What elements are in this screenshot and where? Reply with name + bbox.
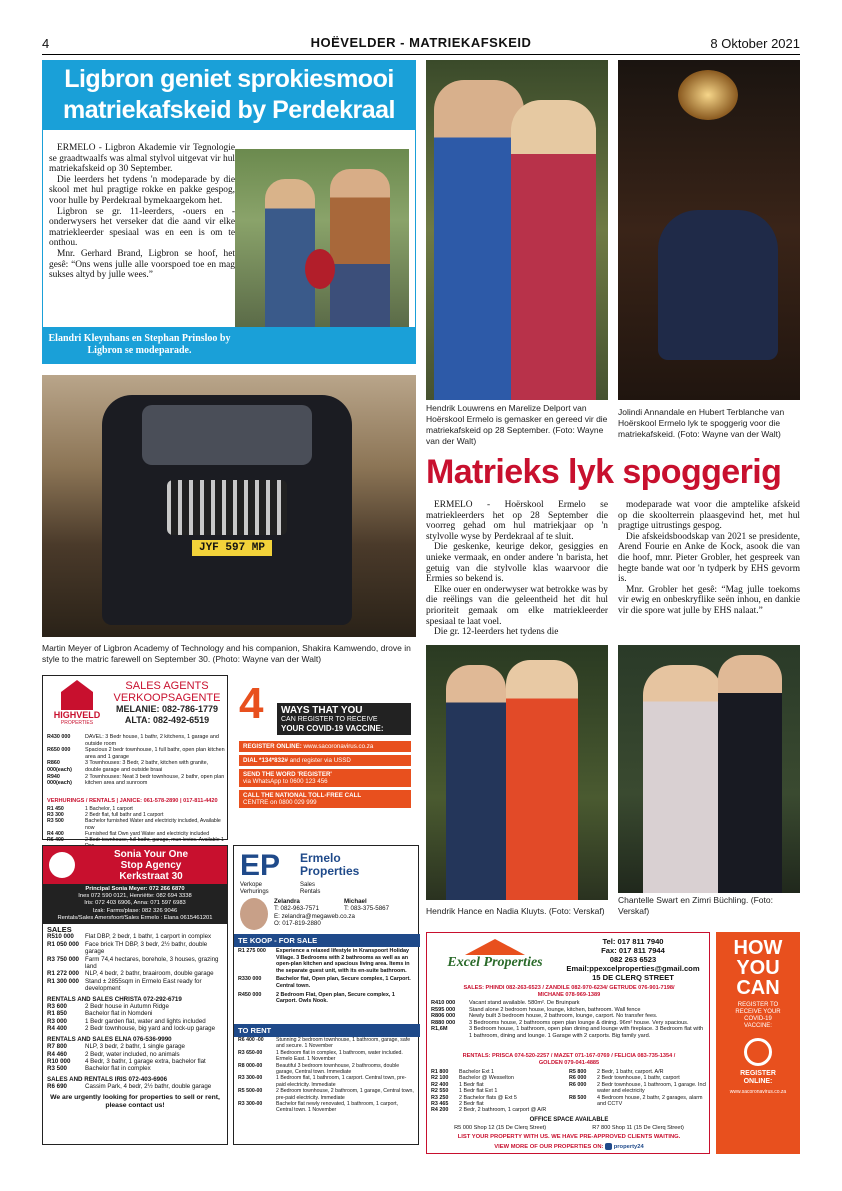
article-body: ERMELO - Ligbron Akademie vir Tegnologie se graadtwaalfs was almal stylvol uitgevat vir hul matriekafskeid op 30 September. Die leerders het tydens 'n modeparade by die skool met hul pragtige rokke en pakke gespog, voor hulle by Perdekraal bymekaargekom het. Ligbron se gr. 11-leerders, -ouers en -onderwysers het verseker dat die aand vir elke matriekleerder spesiaal was en een is om te onthou. Mnr. Gerhard Brand, Ligbron se hoof, het gesê: “Ons wens julle alle voorspoed toe en mag sukses altyd by julle wees.” xyxy=(49,143,235,281)
ad-covid-4-ways: 4 WAYS THAT YOU CAN REGISTER TO RECEIVE YOUR COVID-19 VACCINE: REGISTER ONLINE: www.sacoronavirus.co.za DIAL *134*832# and register via USSD SEND THE WORD 'REGISTER' via WhatsApp to 0600 123 456 CALL THE NATIONAL TOLL-FREE CALL CENTRE on 0800 029 999 xyxy=(233,675,419,840)
article-ligbron xyxy=(42,60,416,364)
property24-icon xyxy=(605,1143,612,1150)
photo-car xyxy=(42,375,416,637)
ep-logo: EP xyxy=(240,849,281,882)
car-caption: Martin Meyer of Ligbron Academy of Technology and his companion, Shakira Kamwendo, drove in style to the matric farewell on September 30. (Photo: Wayne van der Walt) xyxy=(42,643,411,664)
photo-hance-kluyts xyxy=(426,645,608,900)
page-header xyxy=(42,33,800,55)
ad-how-you-can: HOW YOU CAN REGISTER TO RECEIVE YOUR COVID-19 VACCINE: REGISTER ONLINE: www.sacoronavirus.co.za xyxy=(716,932,800,1154)
photo-elandri-stephan xyxy=(235,149,409,327)
caption-annandale-terblanche: Jolindi Annandale en Hubert Terblanche van Hoërskool Ermelo lyk te spoggerig voor die matriekafskeid. (Foto: Wayne van der Walt) xyxy=(618,407,785,439)
house-icon xyxy=(61,680,93,710)
roof-icon xyxy=(465,939,525,955)
page-number: 4 xyxy=(42,36,50,51)
photo-caption: Elandri Kleynhans en Stephan Prinsloo by Ligbron se modeparade. xyxy=(43,327,415,363)
photo-swart-buchling xyxy=(618,645,800,893)
highveld-sales: R430 000 DAVEL: 3 Bedr house, 1 bathr, 2 kitchens, 1 garage and outside room R650 000 Spacious 2 bedr townhouse, 1 full bathr, open plan kitchen area and 1 garage R860 000(each) 3 Townhouses: 3 Bedr, 2 bathr, kitchen with granite, double garage and outside braai R940 000(each) 2 Townhouses: Neat 3 bedr townhouse, 2 bathr, open plan kitchen area and sunroom xyxy=(47,734,225,787)
caption-swart-buchling: Chantelle Swart en Zimri Büchling. (Foto: Verskaf) xyxy=(618,895,773,916)
number-plate: JYF 597 MP xyxy=(192,540,272,556)
caption-louwrens-delport: Hendrik Louwrens en Marelize Delport van Hoërskool Ermelo is gemasker en gereed vir die matriekafskeid op 28 September. (Foto: Wayne van der Walt) xyxy=(426,403,608,446)
ad-highveld-properties: HIGHVELD PROPERTIES SALES AGENTS VERKOOPSAGENTE MELANIE: 082-786-1779 ALTA: 082-492-6519 R430 000 DAVEL: 3 Bedr house, 1 bathr, 2 kitchens, 1 garage and outside room R650 000 Spacious 2 bedr townhouse, 1 full bathr, open plan kitchen area and 1 garage R860 000(each) 3 Townhouses: 3 Bedr, 2 bathr, kitchen with granite, double garage and outside braai R940 000(each) 2 Townhouses: Neat 3 bedr townhouse, 2 bathr, open plan kitchen area and sunroom VERHURINGS / RENTALS | JANICE: 061-578-2890 | 017-811-4420 R1 450 1 Bachelor, 1 carport R3 300 2 Bedr flat, full bathr and 1 carport R3 500 Bachelor furnished Water and electricity included, Available now R4 400 Furnished flat Own yard Water and electricity included R6 400 2 Bedr townhouse, full bathr, garage, mun levies. Available 1 xyxy=(42,675,228,840)
globe-icon xyxy=(744,1038,772,1066)
number-four: 4 xyxy=(239,679,264,728)
article2-col2: modeparade wat voor die amptelike afskeid op die skoolterrein plaasgevind het, met hul pragtige uitrustings gespog. Die afskeidsboodskap van 2021 se presidente, Arend Fourie en Anke de Kock, asook die van die hoof, mnr. Pieter Grobler, het gespreek van hegte bande wat oor 'n tydperk by EHS gevorm is. Mnr. Grobler het gesê: “Mag julle toekoms vir ewig en onbeskryflike seën inhou, en dankie vir die spore wat julle by EHS nalaat.” xyxy=(618,500,800,616)
issue-date: 8 Oktober 2021 xyxy=(710,36,800,51)
ad-ermelo-properties: EP Ermelo Properties Verkope Verhurings Sales Rentals Zelandra Michael T: 082-963-7571 T: 083-375-5867 E: zelandra@megaweb.co.za O: 017-819-2880 TE KOOP - FOR SALE R1 275 000 Experience a relaxed lifestyle in Kranspoort Holiday Village. 3 Bedrooms with 2 bathrooms as well as an open-plan kitchen and spacious living area. Items in the separate guest unit, with its en-suite bathroom. R330 000 Bachelor flat, Open plan, Secure complex, 1 Carport. Central town. R450 000 2 Bedroom Flat, Open plan, Secure complex, 1 Carport. Owls Nook. TO RENT R6 400 -00 Stunning 2 bedroom townhouse, 1 bathroom, garage, safe and secure. 1 November R3 650-00 1 Bedroom flat in complex, 1 bathroom, water included. Ermelo East. 1 November R8 000-00 Beautiful 3 bedroom townhouse, 2 bathrooms, double garage, Central town. Immediate R3 300-00 1 Bedroom flat, 1 bathroom, 1 carport. Central town, pre-paid electricity. Immediate R5 500-00 2 Bedroom townhouse, 2 bathroom, 1 garage, Central town, pre-paid electricity. Immediate R3 300-00 Bachelor flat newly renovated, 1 bathroom, 1 carport, Central town. 1 November xyxy=(233,845,419,1145)
ad-sonia-agency: Sonia Your One Stop Agency Kerkstraat 30 Principal Sonia Meyer: 072 266 6870 Ines 072 590 0121, Henriëtte: 082 694 3338 Iris: 072 403 6906, Anna: 071 597 6983 Izak: Farms/plase: 082 326 9046 Rentals/Sales Amersfoort/Sales Ermelo : Elana 0615461201 SALES R510 000 Flat DBP, 2 bedr, 1 bathr, 1 carport in complex R1 050 000 Face brick TH DBP, 3 bedr, 2½ bathr, double garage R3 750 000 Farm 74,4 hectares, borehole, 3 houses, grazing land R1 272 000 NLP, 4 bedr, 2 bathr, braairoom, double garage R1 300 000 Stand ± 2855sqm in Ermelo East ready for development RENTALS AND SALES CHRISTA 072-292-6719 R3 600 2 Bedr house in Autumn Ridge R1 850 Bachelor flat in Nomdeni R3 000 1 Bedr garden flat, water and lights included R4 400 2 Bedr townhouse, big yard and lock-up garage RENTALS AND SALES ELNA 076-536-9990 R7 800 NLP, 3 bedr, 2 bathr, 1 single garage R4 460 2 Bedr, water included, no animals R10 000 4 Bedr, 3 bathr, 1 garage extra, bachelor flat R3 500 Bachelor flat in complex SALES AND RENTALS IRIS 072-403-6906 R6 690 Cassim Park, 4 bedr, 2½ bathr, double garage We are urgently looking for properties to sell or rent, please contact us! xyxy=(42,845,228,1145)
agency-logo-icon xyxy=(49,852,75,878)
ad-excel-properties: Excel Properties Tel: 017 811 7940 Fax: 017 811 7944 082 263 6523 Email:ppexcelproperties@gmail.com 15 DE CLERQ STREET SALES: PHINDI 082-263-6523 / ZANDILE 082-970-6234/ GETRUDE 076-901-7198/ MICHANE 078-969-1389 R410 000 Vacant stand available. 580m². De Bruinpark R595 000 Stand alone 2 bedroom house, lounge, kitchen, bathroom. Wall fence R806 000 Newly built 3 bedroom house, 2 bathroom, lounge, carport. No transfer fees. R880 000 3 Bedrooms house, 2 bathrooms open plan lounge & dining. 96m² house. Very spacious. R1,6M 3 Bedroom house, 1 bathroom, open plan dining and lounge with fireplace. 3 Bedroom flat with 1 bathroom, dining and lounge. 1 Garage with 2 carports. Big family yard. RENTALS: PRISCA 074-520-2257 / MAZET 071-167-0769 / FELICIA 083-735-1354 / GOLDEN 079-041-4885 R1 800 Bachelor Ext 1 R2 100 Bachelor @ Wesselton R2 400 1 Bedr flat R2 550 1 Bedr flat Ext 1 R3 250 2 Bachelor flats @ Ext 5 R3 465 2 Bedr flat R4 200 2 Bedr, 2 bathroom, 1 carport @ A/R R5 800 2 Bedr, 1 bathr, carport. A/R R6 000 2 Bedr townhouse, 1 bathr, carport R6 000 2 Bedr townhouse, 1 bathroom, 1 garage. Incl water and electricity R8 500 4 Bedroom house, 2 bathr, 2 garages, alarm and CCTV OFFICE SPACE AVAILABLE R5 000 Shop 12 (15 De Clerq Street) R7 800 Shop 11 (15 De Clerq Street) LIST YOUR PROPERTY WITH US. WE HAVE PRE-APPROVED CLIENTS WAITING. VIEW MORE OF OUR PROPERTIES ON: property24 xyxy=(426,932,710,1154)
article-title: Ligbron geniet sprokiesmooi matriekafskeid by Perdekraal xyxy=(43,61,415,130)
publication-title: HOËVELDER - MATRIEKAFSKEID xyxy=(310,35,532,50)
caption-hance-kluyts: Hendrik Hance en Nadia Kluyts. (Foto: Verskaf) xyxy=(426,906,605,916)
excel-logo: Excel Properties xyxy=(433,939,557,983)
article2-col1: ERMELO - Hoërskool Ermelo se matriekleerders het op 28 September die voorreg gehad om hul matriekjaar op 'n stylvolle wyse by Perdekraal af te sluit. Die geskenke, keurige dekor, gesiggies en unieke vermaak, en onder andere 'n barista, het getuig van die stylvolle klas waarvoor die Ermies so bekend is. Elke ouer en onderwyser wat betrokke was by die reëlings van die geleentheid het dit hul prioriteit gemaak om elke matriekleerder spesiaal te laat voel. Die gr. 12-leerders het tydens die xyxy=(426,500,608,638)
photo-louwrens-delport xyxy=(426,60,608,400)
photo-annandale-terblanche xyxy=(618,60,800,400)
avatar xyxy=(240,898,268,930)
highveld-logo: HIGHVELD PROPERTIES xyxy=(47,680,107,730)
article2-title: Matrieks lyk spoggerig xyxy=(426,453,782,491)
highveld-rentals: R1 450 1 Bachelor, 1 carport R3 300 2 Bedr flat, full bathr and 1 carport R3 500 Bachelor furnished Water and electricity included, Available now R4 400 Furnished flat Own yard Water and electricity included R6 400 2 Bedr townhouse, full bathr, garage, mun levies. Available 1 xyxy=(47,806,224,844)
